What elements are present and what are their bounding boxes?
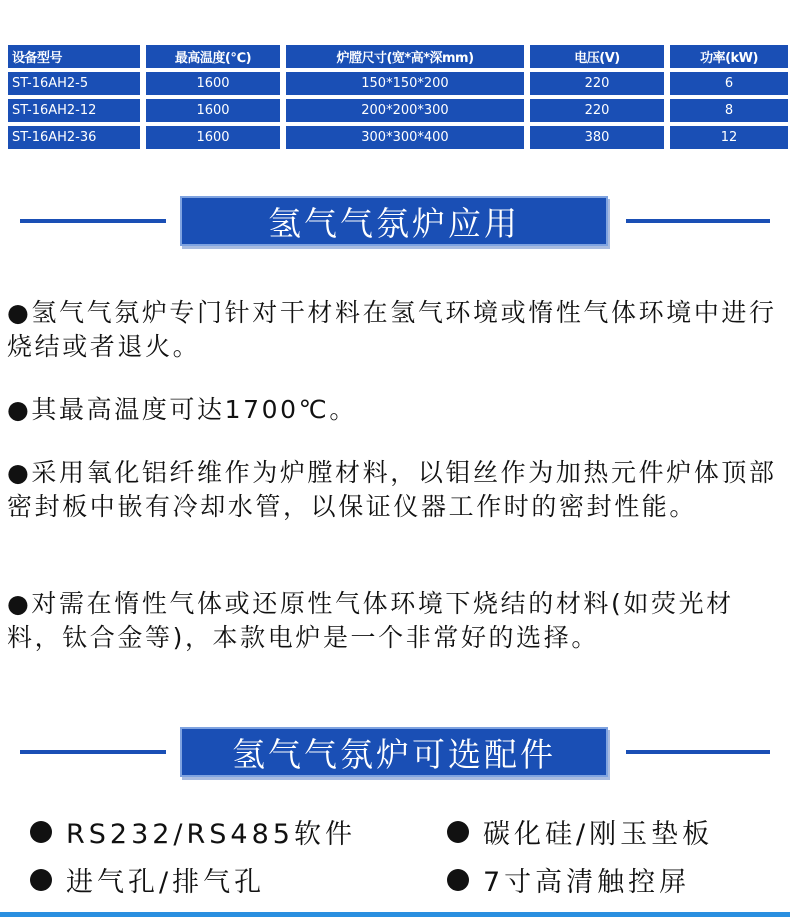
table-row <box>8 126 788 149</box>
cell-max-temp: 1600 <box>146 72 280 95</box>
bullet-icon <box>30 821 52 843</box>
header-max-temp: 最高温度(℃) <box>146 45 280 68</box>
spec-table <box>8 45 788 153</box>
cell-max-temp: 1600 <box>146 99 280 122</box>
table-row <box>8 72 788 95</box>
divider-line <box>20 750 166 754</box>
cell-model: ST-16AH2-36 <box>8 126 140 149</box>
bullet-icon <box>447 869 469 891</box>
list-item <box>30 860 265 899</box>
cell-power: 12 <box>670 126 788 149</box>
cell-max-temp: 1600 <box>146 126 280 149</box>
cell-chamber-size: 200*200*300 <box>286 99 524 122</box>
cell-power: 8 <box>670 99 788 122</box>
cell-chamber-size: 300*300*400 <box>286 126 524 149</box>
list-item <box>447 860 690 899</box>
section-title: 氢气气氛炉应用 <box>180 196 608 246</box>
cell-voltage: 220 <box>530 72 664 95</box>
section-header-application <box>0 196 790 250</box>
paragraph-intro: ●氢气气氛炉专门针对干材料在氢气环境或惰性气体环境中进行烧结或者退火。 <box>7 298 777 361</box>
paragraph-materials: ●采用氧化铝纤维作为炉膛材料，以钼丝作为加热元件炉体顶部密封板中嵌有冷却水管，以保证仪器工作时的密封性能。 <box>7 458 777 521</box>
cell-model: ST-16AH2-5 <box>8 72 140 95</box>
divider-line <box>626 750 770 754</box>
bullet-icon <box>30 869 52 891</box>
paragraph-max-temp: ●其最高温度可达1700℃。 <box>7 395 357 424</box>
cell-voltage: 220 <box>530 99 664 122</box>
accessory-label: RS232/RS485软件 <box>66 819 356 850</box>
divider-line <box>20 219 166 223</box>
spec-table-header <box>8 45 788 68</box>
accessory-label: 7寸高清触控屏 <box>483 867 691 898</box>
cell-power: 6 <box>670 72 788 95</box>
bottom-divider <box>0 912 790 917</box>
header-chamber-size: 炉膛尺寸(宽*高*深mm) <box>286 45 524 68</box>
cell-voltage: 380 <box>530 126 664 149</box>
header-voltage: 电压(V) <box>530 45 664 68</box>
bullet-icon <box>447 821 469 843</box>
list-item <box>30 812 356 851</box>
section-header-accessories <box>0 727 790 781</box>
header-model: 设备型号 <box>8 45 140 68</box>
cell-model: ST-16AH2-12 <box>8 99 140 122</box>
table-row <box>8 99 788 122</box>
section-title: 氢气气氛炉可选配件 <box>180 727 608 777</box>
accessory-label: 进气孔/排气孔 <box>66 867 266 898</box>
list-item <box>447 812 713 851</box>
accessory-label: 碳化硅/刚玉垫板 <box>483 819 714 850</box>
header-power: 功率(kW) <box>670 45 788 68</box>
cell-chamber-size: 150*150*200 <box>286 72 524 95</box>
paragraph-use-case: ●对需在惰性气体或还原性气体环境下烧结的材料(如荧光材料，钛合金等)，本款电炉是一个非常好的选择。 <box>7 589 734 652</box>
divider-line <box>626 219 770 223</box>
